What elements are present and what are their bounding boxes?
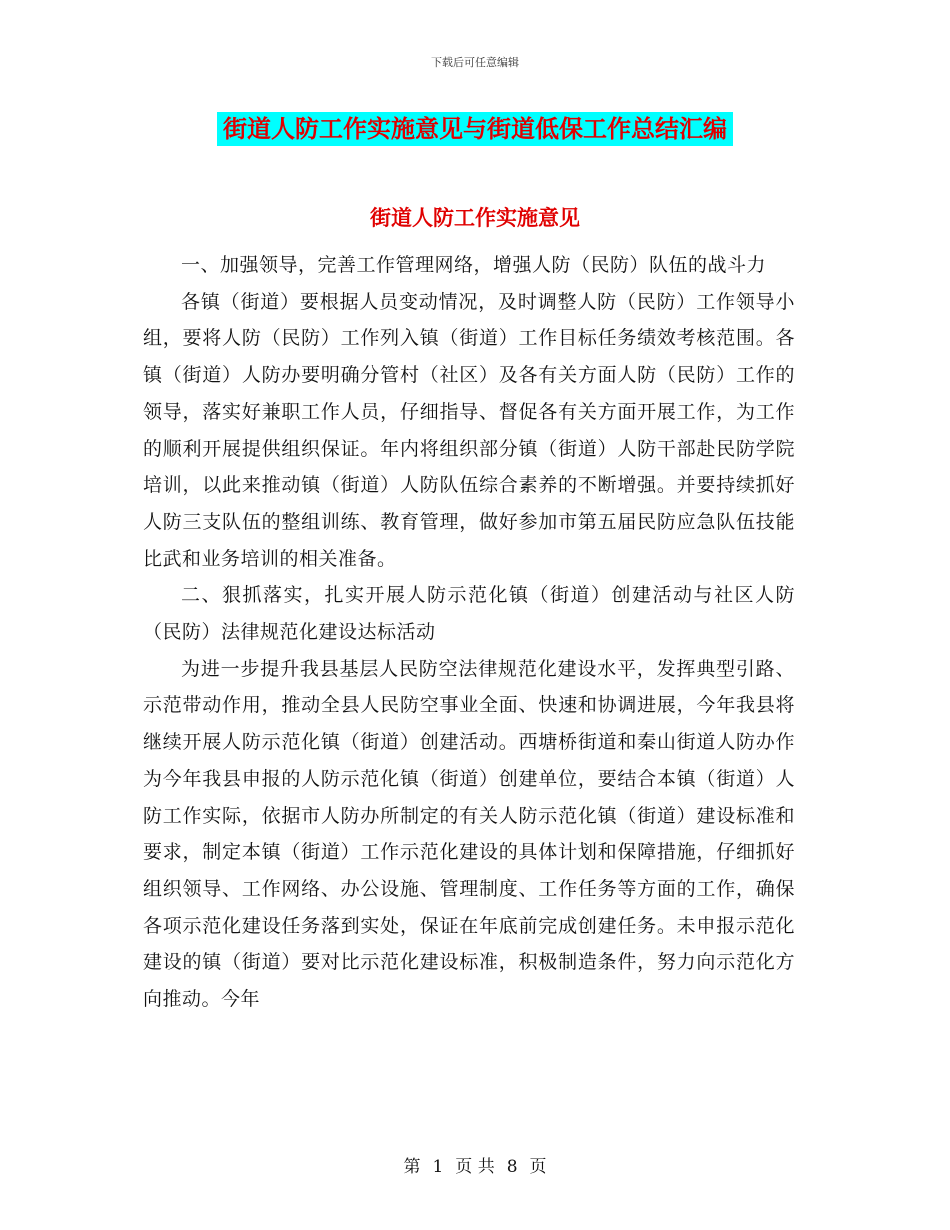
footer-suffix: 页 bbox=[529, 1157, 547, 1177]
heading-paragraph-1: 一、加强领导，完善工作管理网络，增强人防（民防）队伍的战斗力 bbox=[181, 254, 767, 276]
heading-paragraph-2: 二、狠抓落实，扎实开展人防示范化镇（街道）创建活动与社区人防（民防）法律规范化建设达标活动 bbox=[143, 584, 795, 644]
footer-middle: 页 共 bbox=[455, 1157, 495, 1177]
section-title: 街道人防工作实施意见 bbox=[370, 205, 580, 230]
document-title bbox=[0, 112, 950, 146]
page-footer bbox=[0, 1152, 950, 1177]
header-note: 下载后可任意编辑 bbox=[431, 56, 519, 69]
current-page-number: 1 bbox=[432, 1157, 444, 1177]
footer-prefix: 第 bbox=[403, 1157, 421, 1177]
total-pages-number: 8 bbox=[506, 1157, 518, 1177]
document-title-text: 街道人防工作实施意见与街道低保工作总结汇编 bbox=[217, 112, 733, 146]
document-body bbox=[143, 247, 795, 1018]
body-paragraph-2: 为进一步提升我县基层人民防空法律规范化建设水平，发挥典型引路、示范带动作用，推动全县人民防空事业全面、快速和协调进展，今年我县将继续开展人防示范化镇（街道）创建活动。西塘桥街道和秦山街道人防办作为今年我县申报的人防示范化镇（街道）创建单位，要结合本镇（街道）人防工作实际，依据市人防办所制定的有关人防示范化镇（街道）建设标准和要求，制定本镇（街道）工作示范化建设的具体计划和保障措施，仔细抓好组织领导、工作网络、办公设施、管理制度、工作任务等方面的工作，确保各项示范化建设任务落到实处，保证在年底前完成创建任务。未申报示范化建设的镇（街道）要对比示范化建设标准，积极制造条件，努力向示范化方向推动。今年 bbox=[143, 657, 795, 1011]
body-paragraph-1: 各镇（街道）要根据人员变动情况，及时调整人防（民防）工作领导小组，要将人防（民防）工作列入镇（街道）工作目标任务绩效考核范围。各镇（街道）人防办要明确分管村（社区）及各有关方面人防（民防）工作的领导，落实好兼职工作人员，仔细指导、督促各有关方面开展工作，为工作的顺利开展提供组织保证。年内将组织部分镇（街道）人防干部赴民防学院培训，以此来推动镇（街道）人防队伍综合素养的不断增强。并要持续抓好人防三支队伍的整组训练、教育管理，做好参加市第五届民防应急队伍技能比武和业务培训的相关准备。 bbox=[143, 290, 795, 570]
